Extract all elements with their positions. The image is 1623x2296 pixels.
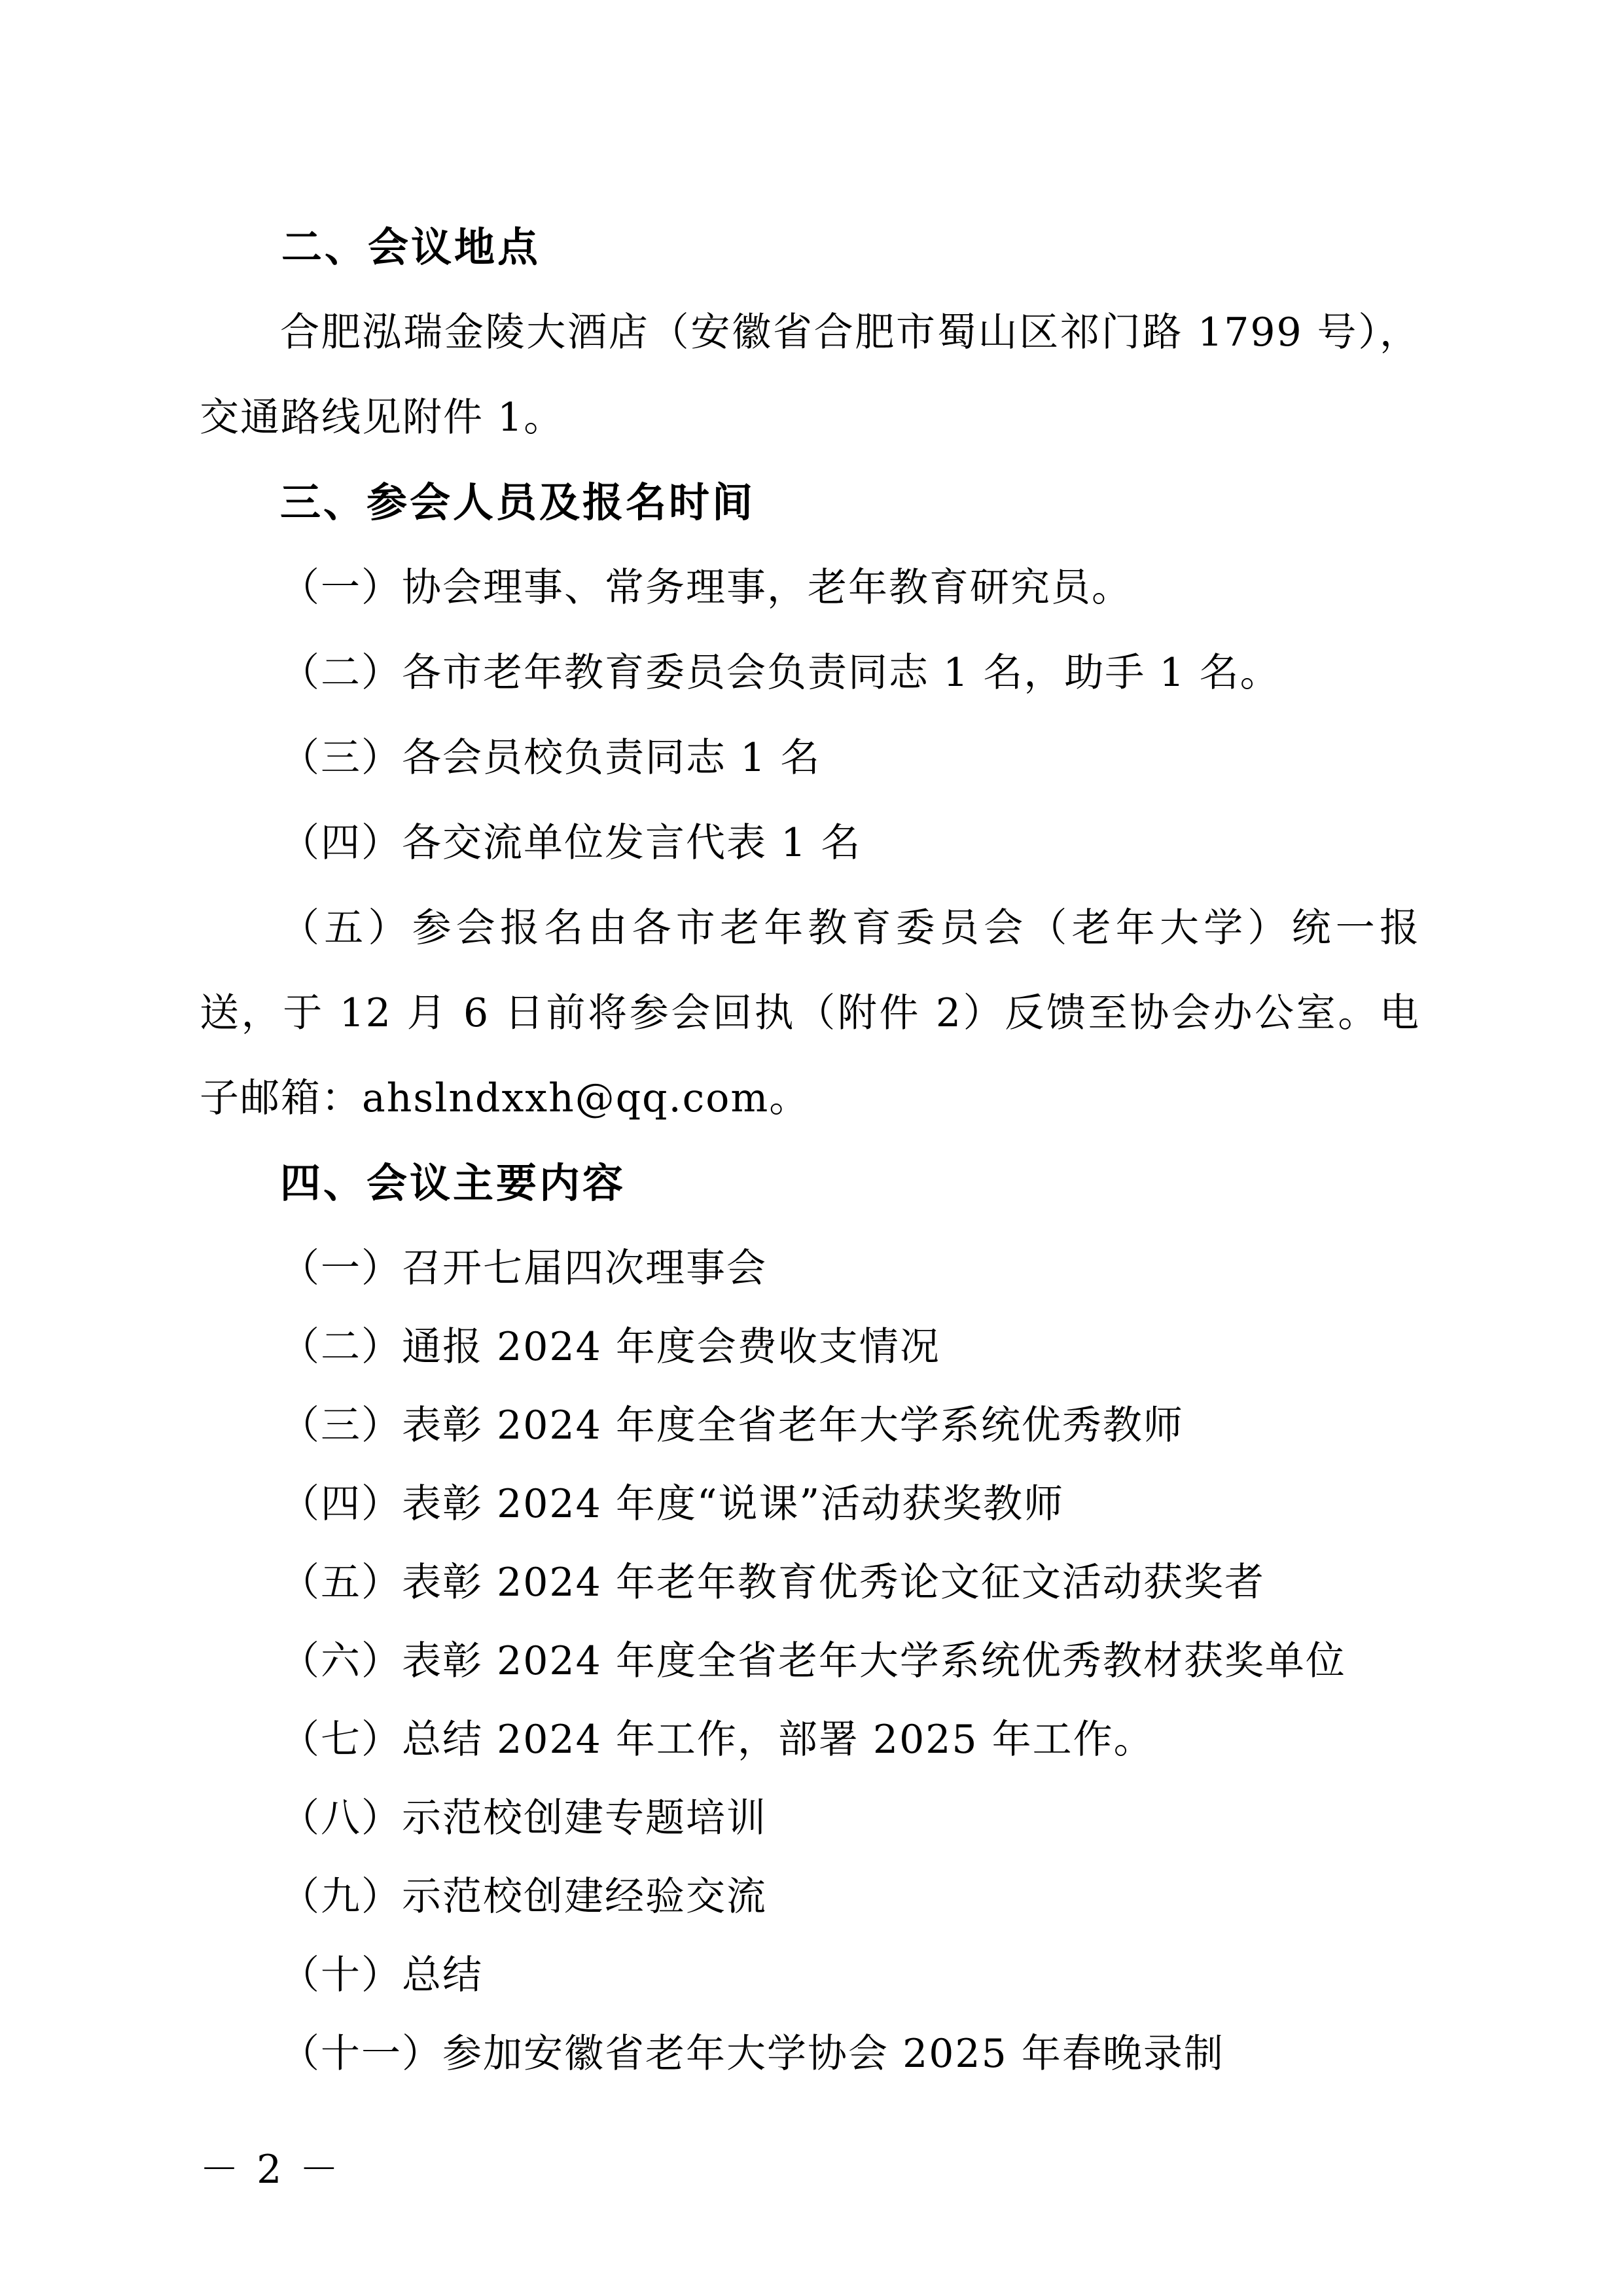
agenda-item-7: （七）总结 2024 年工作，部署 2025 年工作。 [280,1717,1154,1763]
agenda-item-11: （十一）参加安徽省老年大学协会 2025 年春晚录制 [280,2031,1224,2077]
section-heading-agenda: 四、会议主要内容 [280,1159,626,1207]
agenda-item-3: （三）表彰 2024 年度全省老年大学系统优秀教师 [280,1403,1184,1448]
page-number: － 2 － [200,2147,342,2193]
attendee-item-3: （三）各会员校负责同志 1 名 [280,735,821,781]
agenda-item-1: （一）召开七届四次理事会 [280,1246,767,1291]
agenda-item-10: （十）总结 [280,1952,483,1998]
attendee-item-2: （二）各市老年教育委员会负责同志 1 名，助手 1 名。 [280,650,1281,696]
venue-paragraph-line-2: 交通路线见附件 1。 [200,395,565,440]
agenda-item-9: （九）示范校创建经验交流 [280,1874,767,1920]
agenda-item-6: （六）表彰 2024 年度全省老年大学系统优秀教材获奖单位 [280,1638,1346,1684]
attendee-item-5-line-1: （五）参会报名由各市老年教育委员会（老年大学）统一报 [280,905,1420,951]
attendee-item-5-line-2: 送，于 12 月 6 日前将参会回执（附件 2）反馈至协会办公室。电 [200,990,1420,1036]
section-heading-attendees: 三、参会人员及报名时间 [280,478,756,526]
attendee-item-4: （四）各交流单位发言代表 1 名 [280,820,862,866]
agenda-item-4: （四）表彰 2024 年度“说课”活动获奖教师 [280,1481,1065,1527]
attendee-item-1: （一）协会理事、常务理事，老年教育研究员。 [280,565,1132,611]
venue-paragraph-line-1: 合肥泓瑞金陵大酒店（安徽省合肥市蜀山区祁门路 1799 号）， [280,310,1420,355]
agenda-item-8: （八）示范校创建专题培训 [280,1795,767,1841]
agenda-item-2: （二）通报 2024 年度会费收支情况 [280,1324,940,1370]
section-heading-venue: 二、会议地点 [281,223,541,271]
attendee-item-5-line-3: 子邮箱：ahslndxxh@qq.com。 [200,1075,810,1121]
agenda-item-5: （五）表彰 2024 年老年教育优秀论文征文活动获奖者 [280,1560,1265,1605]
